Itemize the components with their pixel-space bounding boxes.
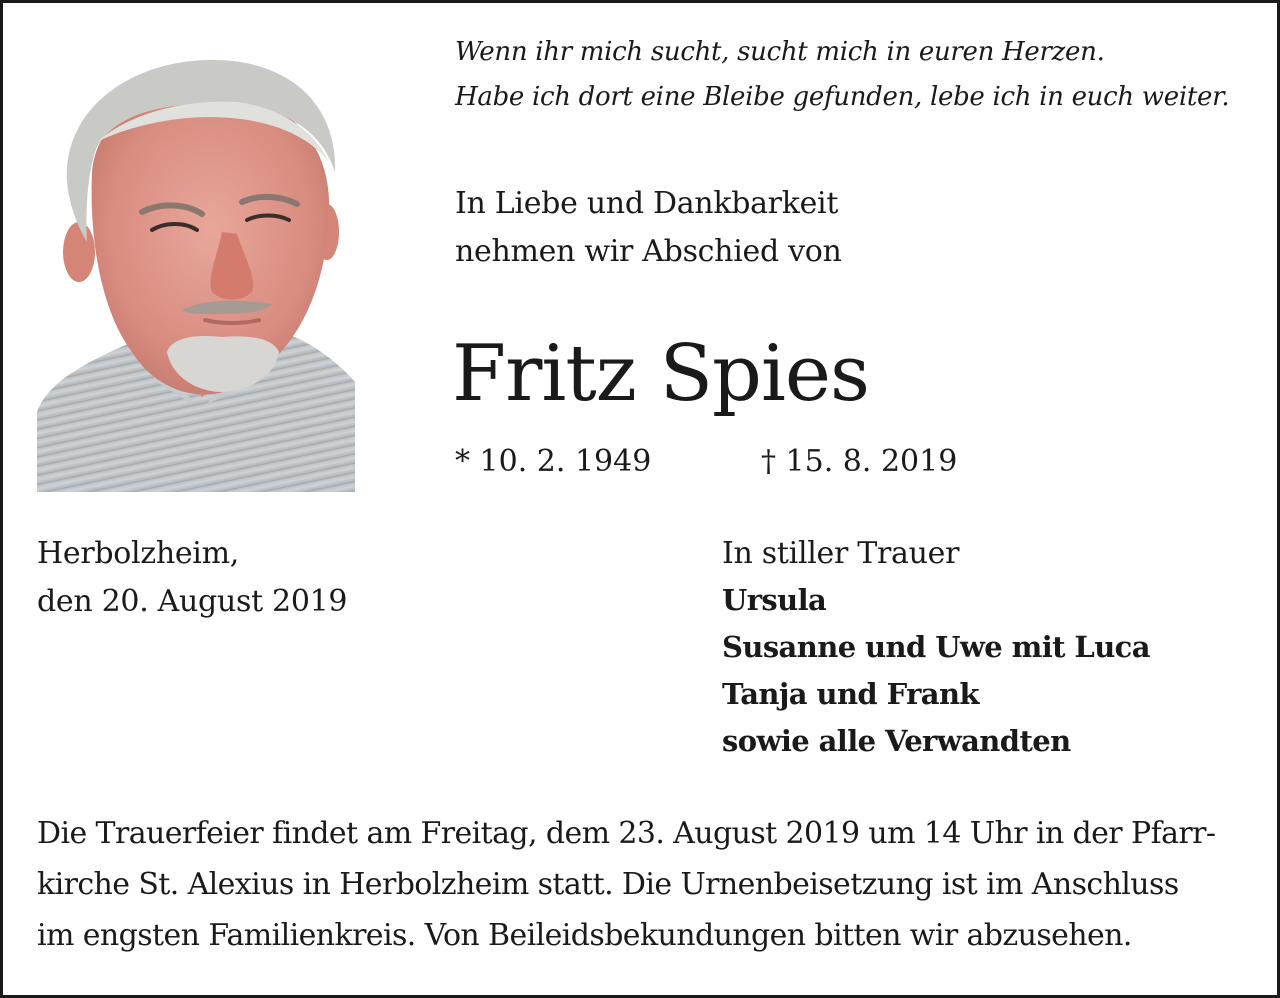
- place: Herbolzheim,: [37, 536, 239, 571]
- intro-line-1: In Liebe und Dankbarkeit: [455, 186, 839, 221]
- deceased-name: Fritz Spies: [452, 329, 870, 419]
- funeral-notice-line-3: im engsten Familienkreis. Von Beileidsbekundungen bitten wir abzusehen.: [37, 918, 1132, 953]
- mourner-name: Susanne und Uwe mit Luca: [722, 630, 1150, 664]
- mourner-name: sowie alle Verwandten: [722, 724, 1071, 758]
- funeral-notice: [37, 808, 1247, 961]
- death-date: † 15. 8. 2019: [761, 444, 958, 479]
- mourners-block: [722, 530, 1150, 765]
- quote-line-1: Wenn ihr mich sucht, sucht mich in euren Herzen.: [455, 37, 1105, 67]
- mourners-heading: In stiller Trauer: [722, 536, 960, 571]
- funeral-notice-line-2: kirche St. Alexius in Herbolzheim statt. Die Urnenbeisetzung ist im Anschluss: [37, 867, 1179, 902]
- portrait-photo: [37, 52, 355, 492]
- intro-block: [455, 180, 842, 276]
- notice-date: den 20. August 2019: [37, 584, 348, 619]
- mourner-name: Tanja und Frank: [722, 677, 979, 711]
- quote-block: [455, 30, 1229, 120]
- life-dates: [455, 440, 975, 484]
- place-date-block: [37, 530, 347, 626]
- birth-date: * 10. 2. 1949: [455, 444, 652, 479]
- funeral-notice-line-1: Die Trauerfeier findet am Freitag, dem 23. August 2019 um 14 Uhr in der Pfarr-: [37, 816, 1216, 851]
- quote-line-2: Habe ich dort eine Bleibe gefunden, lebe ich in euch weiter.: [455, 82, 1230, 112]
- mourner-name: Ursula: [722, 583, 827, 617]
- intro-line-2: nehmen wir Abschied von: [455, 234, 842, 269]
